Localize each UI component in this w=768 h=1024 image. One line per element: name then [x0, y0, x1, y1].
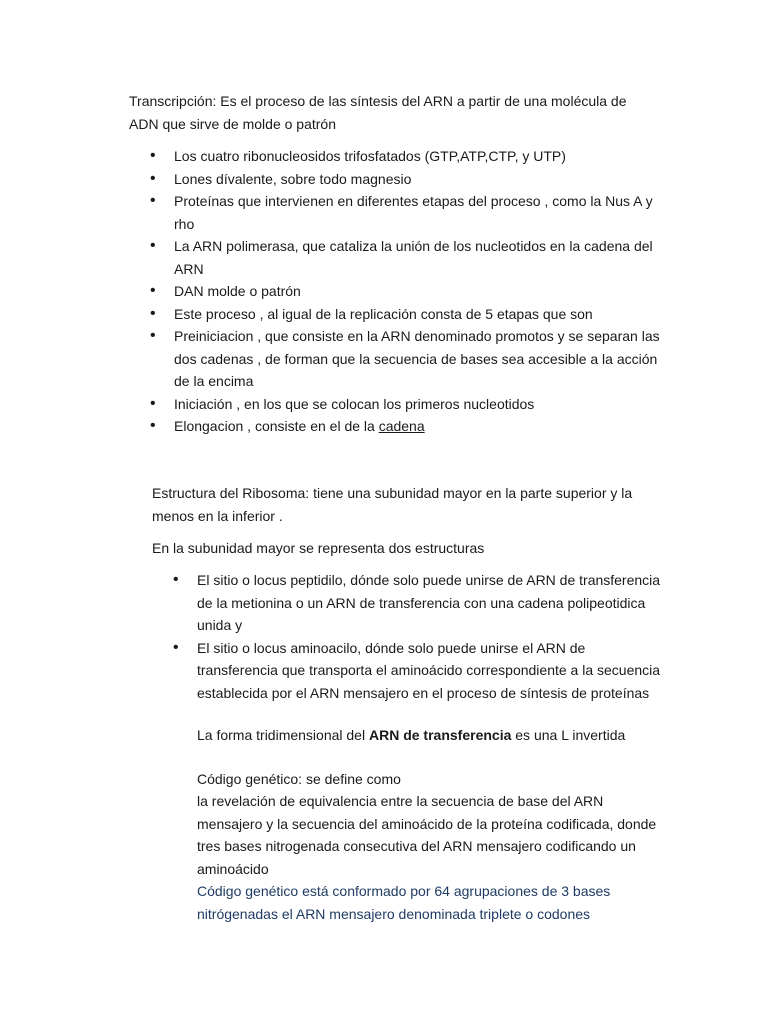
- trna-shape-prefix: La forma tridimensional del: [197, 727, 369, 743]
- list-item: • El sitio o locus aminoacilo, dónde solo puede unirse el ARN de transferencia que transporta el aminoácido correspondiente a la secuencia establecida por el ARN mensajero en el proceso de síntesis de proteínas: [152, 637, 662, 705]
- list-item: • Lones dívalente, sobre todo magnesio: [129, 168, 669, 191]
- list-item: [129, 415, 669, 438]
- components-list: [129, 145, 669, 438]
- genetic-code-definition: la revelación de equivalencia entre la secuencia de base del ARN mensajero y la secuencia del aminoácido de la proteína codificada, donde tres bases nitrogenada consecutiva del ARN mensajero codificando un aminoácido: [197, 793, 657, 877]
- ribosome-section: [152, 482, 662, 570]
- list-item: • Proteínas que intervienen en diferentes etapas del proceso , como la Nus A y rho: [129, 190, 669, 235]
- list-item: • DAN molde o patrón: [129, 280, 669, 303]
- ribosome-sites-list: [152, 569, 662, 704]
- list-item: • Preiniciacion , que consiste en la ARN denominado promotos y se separan las dos cadenas , de forman que la secuencia de bases sea accesible a la acción de la encima: [129, 325, 669, 393]
- subunit-paragraph: En la subunidad mayor se representa dos estructuras: [152, 540, 485, 556]
- list-item: • La ARN polimerasa, que cataliza la unión de los nucleotidos en la cadena del ARN: [129, 235, 669, 280]
- genetic-code-heading: Código genético: se define como: [197, 770, 401, 787]
- trna-bold-term: ARN de transferencia: [368, 727, 512, 743]
- list-item-text: Elongacion , consiste en el de la: [174, 418, 379, 434]
- underlined-word: cadena: [378, 418, 425, 434]
- trna-shape-line: [197, 724, 667, 747]
- intro-paragraph: Transcripción: Es el proceso de las síntesis del ARN a partir de una molécula de ADN que sirve de molde o patrón: [129, 93, 627, 132]
- genetic-code-section: [197, 724, 667, 925]
- list-item: • Iniciación , en los que se colocan los primeros nucleotidos: [129, 393, 669, 416]
- ribosome-paragraph: Estructura del Ribosoma: tiene una subunidad mayor en la parte superior y la menos en la inferior .: [152, 485, 633, 524]
- list-item: • Este proceso , al igual de la replicación consta de 5 etapas que son: [129, 303, 669, 326]
- list-item: • El sitio o locus peptidilo, dónde solo puede unirse de ARN de transferencia de la metionina o un ARN de transferencia con una cadena polipeotidica unida y: [152, 569, 662, 637]
- list-item: • Los cuatro ribonucleosidos trifosfatados (GTP,ATP,CTP, y UTP): [129, 145, 669, 168]
- genetic-code-highlight: Código genético está conformado por 64 agrupaciones de 3 bases nitrógenadas el ARN mensajero denominada triplete o codones: [197, 883, 611, 922]
- trna-shape-suffix: es una L invertida: [511, 727, 626, 743]
